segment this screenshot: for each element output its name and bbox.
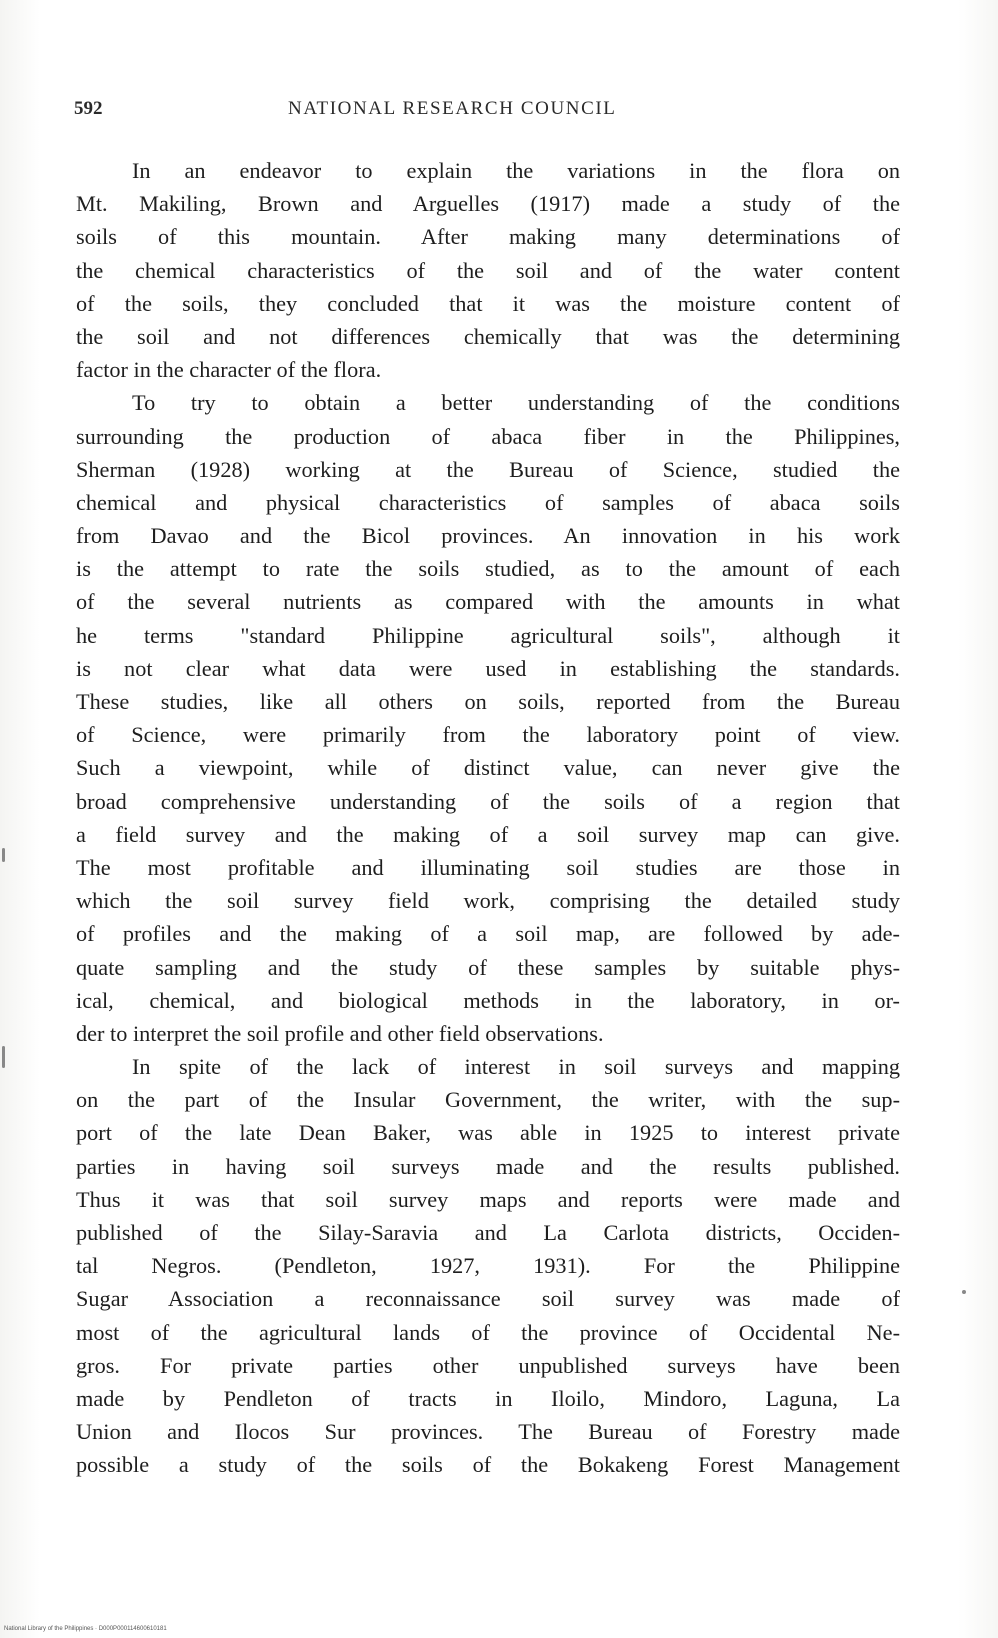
text-line: is not clear what data were used in establishing the standards. [76, 655, 900, 681]
text-line: from Davao and the Bicol provinces. An innovation in his work [76, 523, 900, 549]
scan-margin-mark [2, 848, 5, 862]
text-line: soils of this mountain. After making many determinations of [76, 224, 900, 250]
text-line: of the soils, they concluded that it was the moisture content of [76, 290, 900, 316]
paragraph-3 [76, 1050, 900, 1481]
text-line: the chemical characteristics of the soil and of the water content [76, 257, 900, 283]
text-line: tal Negros. (Pendleton, 1927, 1931). For the Philippine [76, 1253, 900, 1279]
text-line: published of the Silay-Saravia and La Carlota districts, Occiden- [76, 1220, 900, 1245]
text-line: which the soil survey field work, comprising the detailed study [76, 888, 900, 914]
text-line: made by Pendleton of tracts in Iloilo, Mindoro, Laguna, La [76, 1385, 900, 1411]
text-line: Mt. Makiling, Brown and Arguelles (1917) made a study of the [76, 191, 900, 217]
text-line: port of the late Dean Baker, was able in 1925 to interest private [76, 1120, 900, 1146]
text-line: gros. For private parties other unpublished surveys have been [76, 1352, 900, 1378]
scan-margin-mark [2, 1046, 5, 1068]
text-line: a field survey and the making of a soil survey map can give. [76, 821, 900, 847]
text-line: Sugar Association a reconnaissance soil survey was made of [76, 1286, 900, 1312]
text-line: broad comprehensive understanding of the soils of a region that [76, 788, 900, 814]
text-line: factor in the character of the flora. [76, 357, 382, 383]
page-header [74, 98, 724, 128]
text-line: Thus it was that soil survey maps and reports were made and [76, 1186, 900, 1212]
text-line: The most profitable and illuminating soil studies are those in [76, 854, 900, 880]
body-text [76, 154, 900, 1482]
text-line: In an endeavor to explain the variations in the flora on [132, 158, 900, 183]
text-line: he terms "standard Philippine agricultural soils", although it [76, 622, 900, 648]
text-line: is the attempt to rate the soils studied, as to the amount of each [76, 556, 900, 582]
text-line: surrounding the production of abaca fiber in the Philippines, [76, 423, 900, 449]
text-line: of profiles and the making of a soil map, are followed by ade- [76, 921, 900, 947]
text-line: Such a viewpoint, while of distinct value, can never give the [76, 755, 900, 781]
text-line: most of the agricultural lands of the province of Occidental Ne- [76, 1319, 900, 1345]
text-line: quate sampling and the study of these samples by suitable phys- [76, 954, 900, 980]
text-line: These studies, like all others on soils, reported from the Bureau [76, 689, 900, 714]
text-line: In spite of the lack of interest in soil surveys and mapping [132, 1054, 900, 1080]
paragraph-2 [76, 386, 900, 1050]
text-line: of Science, were primarily from the laboratory point of view. [76, 722, 900, 748]
scan-footer: National Library of the Philippines · D000P000114600610181 [4, 1626, 167, 1632]
text-line: ical, chemical, and biological methods in the laboratory, in or- [76, 987, 900, 1013]
running-head: NATIONAL RESEARCH COUNCIL [288, 98, 617, 119]
text-line: Sherman (1928) working at the Bureau of Science, studied the [76, 456, 900, 482]
text-line: the soil and not differences chemically that was the determining [76, 323, 900, 349]
page-number: 592 [74, 98, 103, 119]
scan-speck [962, 1290, 966, 1294]
text-line: Union and Ilocos Sur provinces. The Bureau of Forestry made [76, 1419, 900, 1445]
text-line: der to interpret the soil profile and other field observations. [76, 1020, 604, 1046]
text-line: on the part of the Insular Government, the writer, with the sup- [76, 1087, 900, 1113]
text-line: possible a study of the soils of the Bokakeng Forest Management [76, 1452, 900, 1478]
paragraph-1 [76, 154, 900, 386]
text-line: of the several nutrients as compared with the amounts in what [76, 589, 900, 615]
text-line: chemical and physical characteristics of samples of abaca soils [76, 489, 900, 515]
text-line: To try to obtain a better understanding of the conditions [132, 390, 900, 416]
text-line: parties in having soil surveys made and the results published. [76, 1153, 900, 1179]
